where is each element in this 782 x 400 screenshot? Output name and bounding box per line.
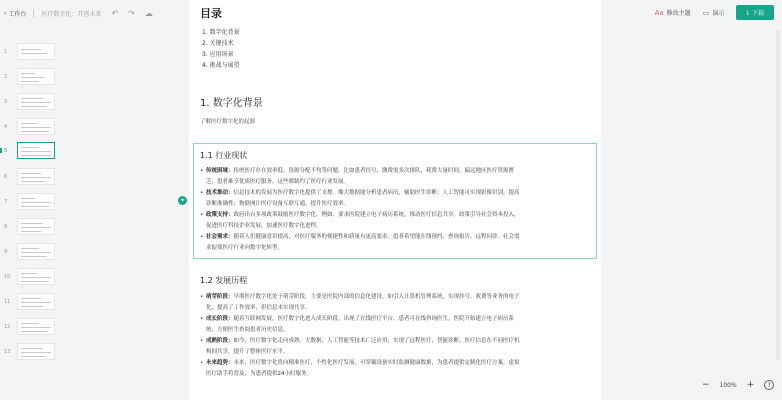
thumb-number: 5 (4, 148, 8, 154)
toc-item[interactable]: 2. 关键技术 (202, 40, 234, 47)
thumb-number: 3 (4, 99, 8, 105)
bullet-item: • 技术推动：信息技术的发展为医疗数字化提供了支撑。像大数据能分析患者病历，辅助医生诊断；人工智能可实现影像识别，提高 (200, 188, 590, 199)
thumb-number: 13 (4, 349, 11, 355)
thumb-number: 10 (4, 274, 11, 280)
help-icon[interactable]: ? (764, 380, 774, 390)
thumb-number: 1 (4, 49, 8, 55)
ai-assist-icon[interactable]: ✦ (179, 197, 186, 204)
thumbnail-1[interactable] (17, 43, 55, 60)
bullet-item: 诊断准确性；物联网让医疗设备互联互通，提升医疗效率。 (206, 201, 350, 207)
thumbnail-4[interactable] (17, 118, 55, 135)
bullet-item: 统，方便医生查阅患者历史信息。 (206, 327, 289, 333)
thumb-number: 6 (4, 174, 8, 180)
download-label: 下载 (751, 10, 764, 17)
back-label: 工作台 (8, 10, 27, 18)
page-thumbnails (0, 40, 60, 400)
thumb-number: 4 (4, 124, 8, 130)
thumb-number: 11 (4, 299, 11, 305)
bullet-item: • 政策支持：政府出台多项政策鼓励医疗数字化。例如，要求医院建立电子病历系统，推动医疗信息共享。政策引导社会资本投入， (200, 210, 590, 221)
section2-bullets (200, 292, 595, 380)
thumbnail-6[interactable] (17, 168, 55, 185)
thumbnail-10[interactable] (17, 268, 55, 285)
present-icon: ▭ (702, 8, 710, 17)
thumbnail-12[interactable] (17, 318, 55, 335)
bullet-item: 求促使医疗行业向数字化转型。 (206, 245, 284, 251)
thumb-number: 8 (4, 224, 8, 230)
download-icon: ⤓ (746, 8, 749, 16)
thumb-number: 2 (4, 74, 8, 80)
bullet-item: 构间共享，提升了整体医疗水平。 (206, 349, 289, 355)
thumb-number: 9 (4, 249, 8, 255)
section-title: 1.1 行业现状 (200, 151, 248, 160)
bullet-item: 医疗助手将普及，为患者提供24小时服务。 (206, 371, 312, 377)
heading-1: 1. 数字化背景 (200, 98, 263, 109)
toc-item[interactable]: 3. 应用场景 (202, 51, 234, 58)
palette-icon: Aa (654, 8, 664, 17)
bullet-item: 促进医疗科技企业发展，加速医疗数字化进程。 (206, 223, 322, 229)
section-title: 1.2 发展历程 (200, 276, 248, 285)
bullet-item: • 成长阶段：随着互联网发展，医疗数字化进入成长阶段。出现了在线医疗平台，患者可在线咨询医生。医院开始建立电子病历系 (200, 314, 595, 325)
thumbnail-9[interactable] (17, 243, 55, 260)
thumbnail-3[interactable] (17, 93, 55, 110)
top-bar-right (655, 5, 774, 20)
thumbnail-5[interactable] (17, 142, 55, 159)
top-bar-left (0, 9, 153, 18)
bullet-item: 化，提高了工作效率，但信息未实现共享。 (206, 305, 311, 311)
thumbnail-11[interactable] (17, 293, 55, 310)
zoom-in-button[interactable]: + (746, 380, 755, 390)
thumb-number: 7 (4, 199, 8, 205)
undo-icon[interactable]: ↶ (111, 8, 119, 18)
document-title[interactable]: 医疗数字化：开创未来 (41, 10, 102, 18)
toc-item[interactable]: 1. 数字化背景 (202, 29, 240, 36)
thumbnail-7[interactable] (17, 193, 55, 210)
thumb-number: 12 (4, 324, 11, 330)
thumbnail-2[interactable] (17, 68, 55, 85)
bullet-item: • 萌芽阶段：早期医疗数字化处于萌芽阶段，主要是医院内部的信息化建设。如引入计算机管理系统，实现挂号、收费等业务的电子 (200, 292, 595, 303)
cloud-icon: ☁ (144, 8, 153, 18)
theme-label: 修改主题 (666, 10, 691, 17)
present-button[interactable] (703, 8, 725, 17)
divider (33, 9, 34, 18)
toc-item[interactable]: 4. 挑战与展望 (202, 62, 240, 69)
document-page[interactable] (179, 0, 601, 400)
zoom-controls (702, 380, 774, 390)
present-label: 演示 (712, 10, 725, 17)
chevron-left-icon: ‹ (4, 9, 7, 17)
intro-text: 了解医疗数字化的起源 (200, 119, 256, 125)
scrollbar[interactable] (776, 30, 780, 360)
zoom-out-button[interactable]: − (702, 380, 710, 390)
download-button[interactable] (736, 5, 774, 20)
thumbnail-8[interactable] (17, 218, 55, 235)
bullet-item: 乏，患者难享优质医疗服务，这些都制约了医疗行业发展。 (206, 179, 350, 185)
selected-section[interactable] (179, 143, 597, 259)
theme-button[interactable] (655, 8, 691, 17)
active-marker (0, 148, 2, 153)
redo-icon[interactable]: ↷ (128, 8, 135, 18)
bullet-item: • 传统困境：传统医疗存在效率低、资源分配不均等问题。比如患者挂号、缴费需多次排队，耗费大量时间。偏远地区医疗资源匮 (200, 166, 590, 177)
back-button[interactable] (4, 9, 26, 18)
section1-bullets (200, 166, 590, 254)
zoom-level: 100% (719, 381, 737, 389)
bullet-item: • 未来趋势：未来，医疗数字化将向精准医疗、个性化医疗发展。可穿戴设备实时监测健康数据，为患者提供定制化医疗方案。虚拟 (200, 358, 595, 369)
bullet-item: • 成熟阶段：如今，医疗数字化走向成熟。大数据、人工智能等技术广泛应用，实现了远程医疗、智能诊断。医疗信息在不同医疗机 (200, 336, 595, 347)
bullet-item: • 社会需求：随着人们健康意识提高，对医疗服务的便捷性和质量有更高要求。患者希望能在线预约、查询报告、远程问诊。社会需 (200, 232, 590, 243)
thumbnail-13[interactable] (17, 343, 55, 360)
toc-title: 目录 (200, 7, 222, 20)
